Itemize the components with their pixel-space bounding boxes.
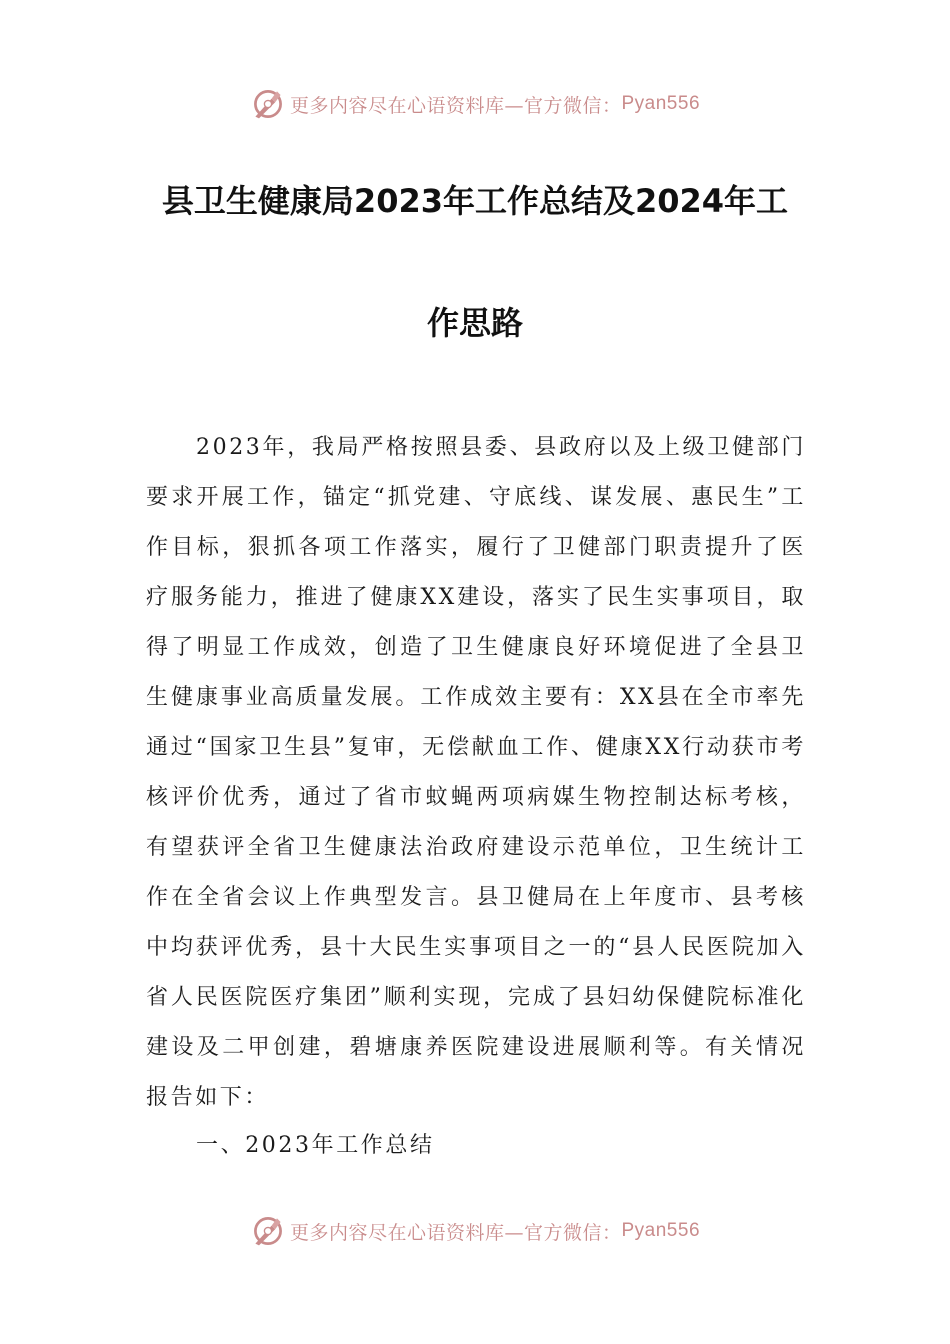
document-title-line-1: 县卫生健康局2023年工作总结及2024年工 — [161, 182, 789, 220]
document-title-line-2: 作思路 — [426, 304, 523, 342]
pen-logo-icon — [250, 1213, 286, 1249]
watermark-wechat-id: Pyan556 — [621, 93, 701, 114]
watermark-wechat-id: Pyan556 — [621, 1220, 701, 1241]
watermark-header — [0, 84, 950, 124]
watermark-text: 更多内容尽在心语资料库—官方微信： — [289, 1221, 622, 1244]
watermark-text: 更多内容尽在心语资料库—官方微信： — [289, 94, 622, 117]
section-heading-1: 一、2023年工作总结 — [196, 1133, 435, 1158]
watermark-footer — [0, 1211, 950, 1251]
pen-logo-icon — [250, 86, 286, 122]
body-paragraph-intro: 2023年，我局严格按照县委、县政府以及上级卫健部门要求开展工作，锚定“抓党建、守底线、谋发展、惠民生”工作目标，狠抓各项工作落实，履行了卫健部门职责提升了医疗服务能力，推进了健康XX建设，落实了民生实事项目，取得了明显工作成效，创造了卫生健康良好环境促进了全县卫生健康事业高质量发展。工作成效主要有：XX县在全市率先通过“国家卫生县”复审，无偿献血工作、健康XX行动获市考核评价优秀，通过了省市蚊蝇两项病媒生物控制达标考核，有望获评全省卫生健康法治政府建设示范单位，卫生统计工作在全省会议上作典型发言。县卫健局在上年度市、县考核中均获评优秀，县十大民生实事项目之一的“县人民医院加入省人民医院医疗集团”顺利实现，完成了县妇幼保健院标准化建设及二甲创建，碧塘康养医院建设进展顺利等。有关情况报告如下： — [146, 435, 806, 1110]
